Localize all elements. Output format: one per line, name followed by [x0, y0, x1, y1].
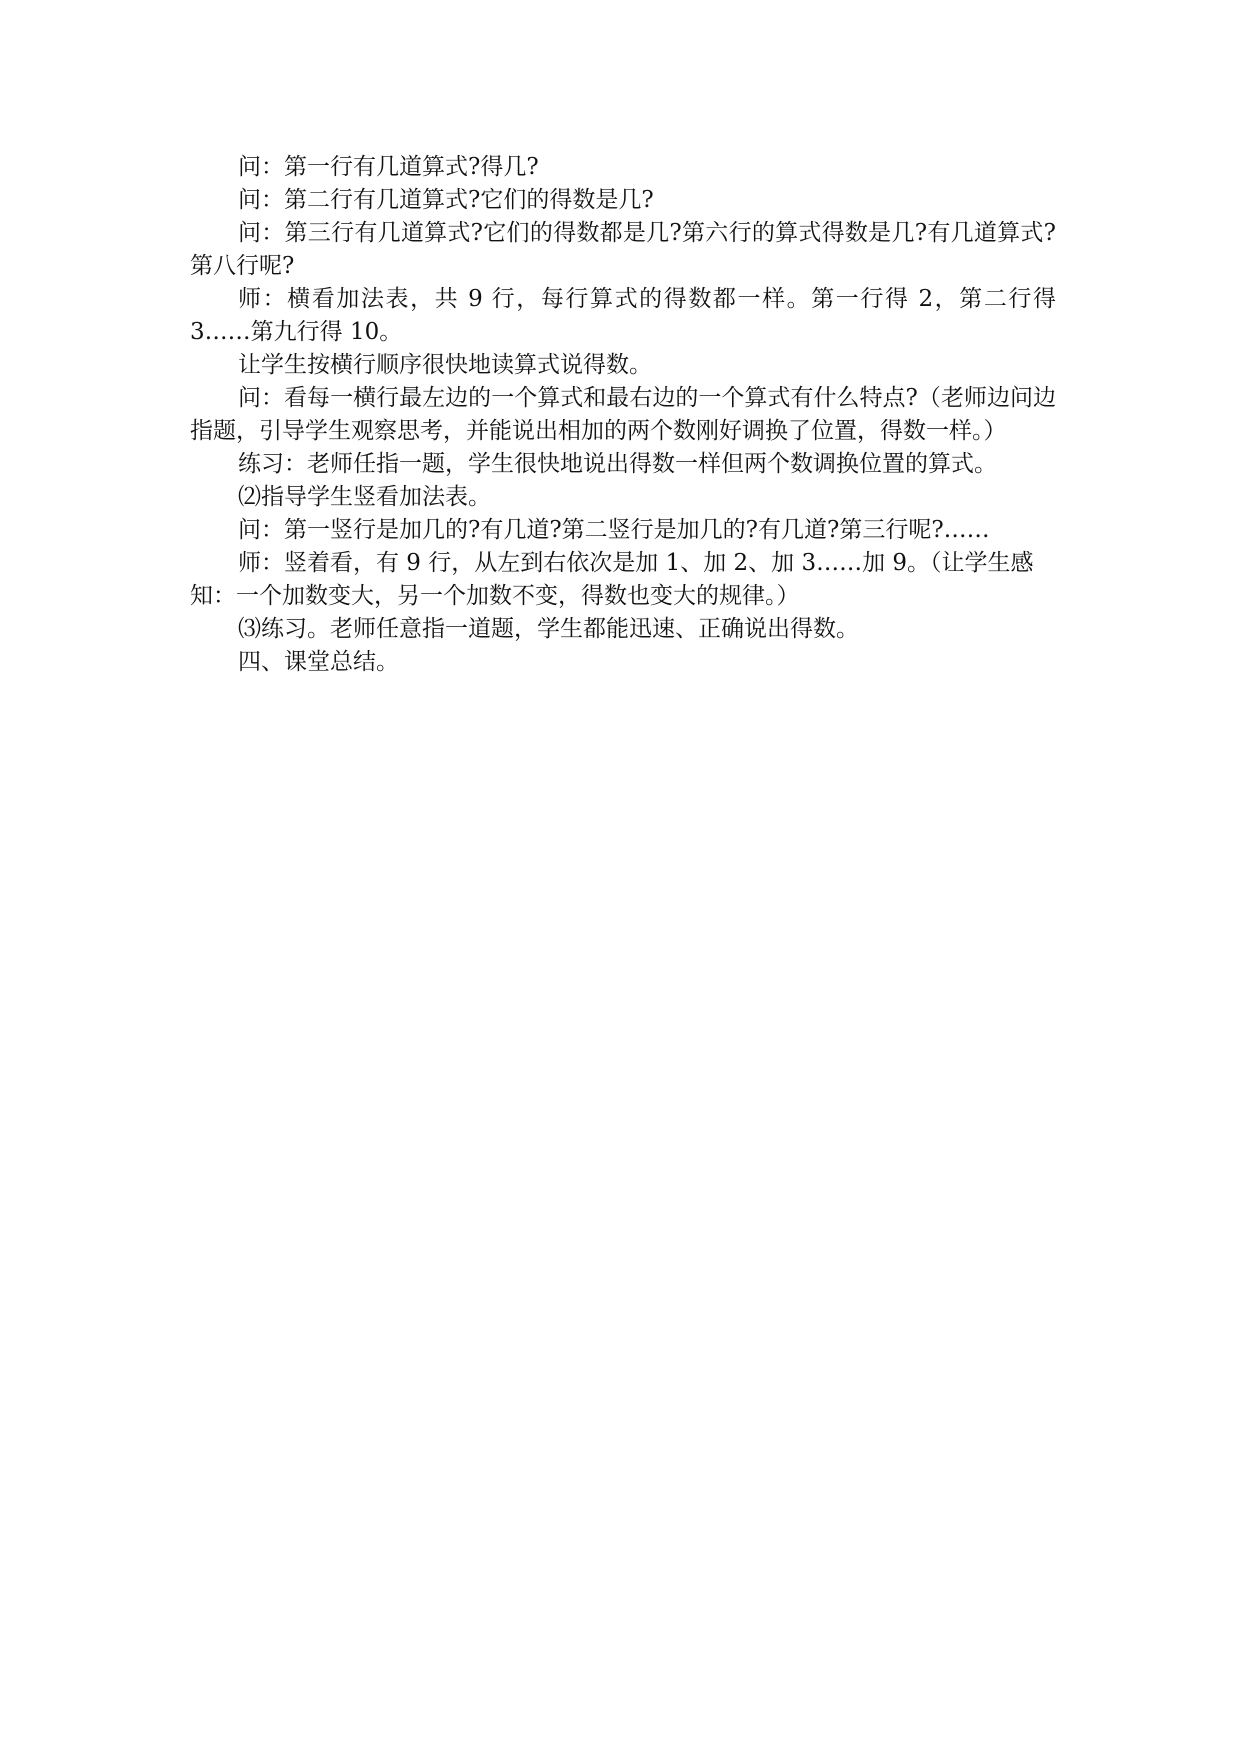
paragraph-question-row-1: 问：第一行有几道算式?得几? — [238, 154, 539, 180]
paragraph-summary-heading: 四、课堂总结。 — [238, 649, 399, 675]
paragraph-practice-1: 练习：老师任指一题，学生很快地说出得数一样但两个数调换位置的算式。 — [238, 451, 997, 477]
paragraph-practice-3: ⑶练习。老师任意指一道题，学生都能迅速、正确说出得数。 — [238, 616, 859, 642]
paragraph-guide-vertical: ⑵指导学生竖看加法表。 — [238, 484, 491, 510]
paragraph-perceive-rule: 知：一个加数变大，另一个加数不变，得数也变大的规律。） — [190, 583, 800, 609]
paragraph-question-row-2: 问：第二行有几道算式?它们的得数是几? — [238, 187, 654, 213]
document-body — [190, 151, 1056, 679]
paragraph-question-row-3: 问：第三行有几道算式?它们的得数都是几?第六行的算式得数是几?有几道算式?第八行呢? — [190, 220, 1056, 279]
paragraph-read-horizontal: 让学生按横行顺序很快地读算式说得数。 — [238, 352, 652, 378]
paragraph-question-features: 问：看每一横行最左边的一个算式和最右边的一个算式有什么特点?（老师边问边指题，引导学生观察思考，并能说出相加的两个数刚好调换了位置，得数一样。） — [190, 385, 1056, 444]
paragraph-question-columns: 问：第一竖行是加几的?有几道?第二竖行是加几的?有几道?第三行呢?…… — [238, 517, 990, 543]
paragraph-teacher-vertical: 师：竖着看，有 9 行，从左到右依次是加 1、加 2、加 3……加 9。（让学生感 — [238, 550, 1034, 576]
paragraph-teacher-horizontal: 师：横看加法表，共 9 行，每行算式的得数都一样。第一行得 2，第二行得 3……第九行得 10。 — [190, 286, 1056, 345]
